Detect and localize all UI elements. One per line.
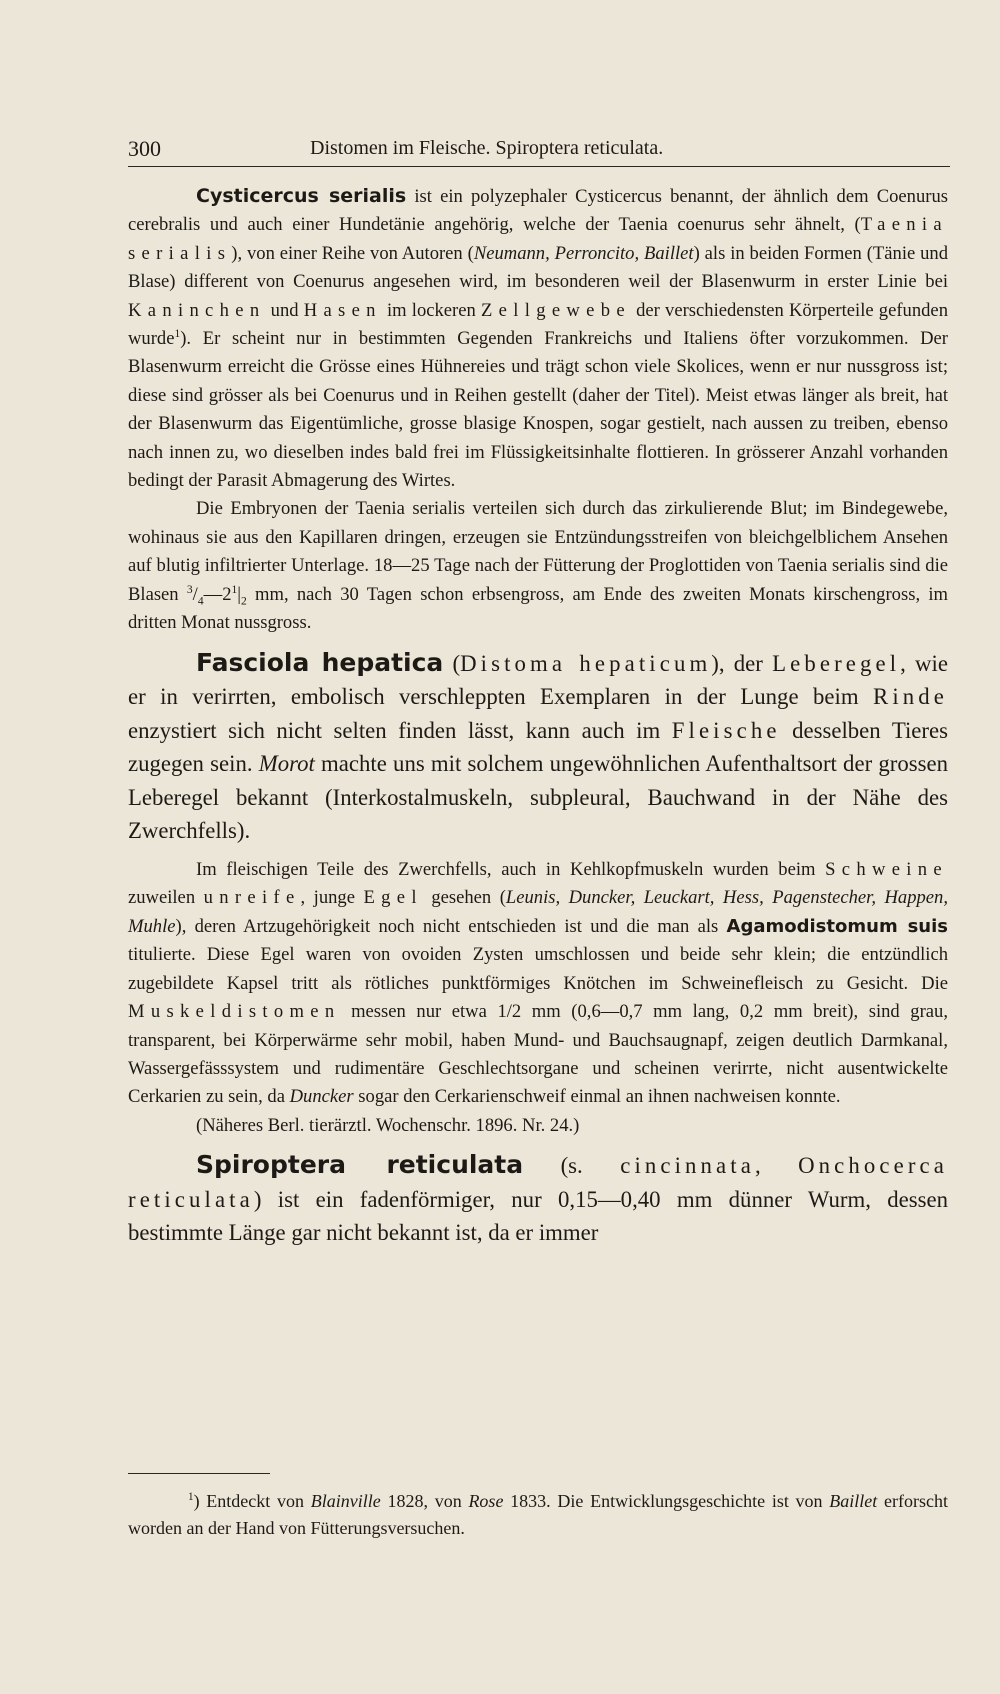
author-name: Blainville — [310, 1491, 381, 1511]
spaced-term: Muskeldistomen — [128, 1001, 341, 1023]
author-names: Leunis, Duncker, Leuckart, Hess, Pagenstecher, Happen, Muhle — [128, 887, 948, 937]
paragraph-fasciola: Fasciola hepatica (Distoma hepaticum), der Leberegel, wie er in verirrten, embolisch verschleppten Exemplaren in der Lunge beim Rinde enzystiert sich nicht selten finden lässt, kann auch im Fleische desselben Tieres zugegen sein. Morot machte uns mit solchem ungewöhnlichen Aufenthaltsort der grossen Leberegel bekannt (Interkostalmuskeln, subpleural, Bauchwand in der Nähe des Zwerchfells). — [128, 647, 948, 844]
spaced-term: Onchocerca reticulata — [128, 1153, 948, 1212]
spaced-term: Distoma hepaticum — [460, 650, 712, 676]
footnote-mark: 1 — [188, 1491, 194, 1503]
spaced-term: Zellgewebe — [480, 299, 631, 321]
spaced-term: unreife — [203, 887, 301, 909]
footnote-divider — [128, 1473, 270, 1474]
spaced-term: Taenia serialis — [128, 214, 948, 264]
spaced-term: Fleische — [671, 717, 781, 743]
spaced-term: Egel — [363, 887, 423, 909]
paragraph-agamodistomum: Im fleischigen Teile des Zwerchfells, auch in Kehlkopfmuskeln wurden beim Schweine zuweilen unreife, junge Egel gesehen (Leunis, Duncker, Leuckart, Hess, Pagenstecher, Happen, Muhle), deren Artzugehörigkeit noch nicht entschieden ist und die man als Agamodistomum suis titulierte. Diese Egel waren von ovoiden Zysten umschlossen und beide sehr klein; die entzündlich zugebildete Kapsel tritt als rötliches punktförmiges Knötchen im Schweinefleisch zu Gesicht. Die Muskeldistomen messen nur etwa 1/2 mm (0,6—0,7 mm lang, 0,2 mm breit), sind grau, transparent, bei Körperwärme sehr mobil, haben Mund- und Bauchsaugnapf, zeigen deutlich Darmkanal, Wassergefässsystem und rudimentäre Geschlechtsorgane und scheinen verirrte, nicht ausentwickelte Cerkarien zu sein, da Duncker sogar den Cerkarienschweif einmal an ihnen nachweisen konnte. — [128, 859, 948, 1108]
author-names: Neumann, Perroncito, Baillet — [473, 242, 694, 264]
section-term-spiroptera: Spiroptera reticulata — [196, 1150, 524, 1180]
spaced-term: cincinnata — [620, 1153, 755, 1179]
footnote-reference: 1 — [174, 327, 181, 340]
running-title: Distomen im Fleische. Spiroptera reticulata. — [310, 137, 664, 159]
spaced-term: Leberegel — [772, 650, 901, 676]
fraction-numerator: 1 — [231, 583, 238, 596]
section-term-cysticercus: Cysticercus serialis — [196, 185, 407, 207]
bold-term-agamodistomum: Agamodistomum suis — [726, 915, 948, 937]
footnote: $^1$) Entdeckt von Blainville 1828, von Rose 1833. Die Entwicklungsgeschichte ist von Baillet erforscht worden an der Hand von Fütterungsversuchen. — [128, 1491, 948, 1538]
spaced-term: Rinde — [873, 684, 948, 710]
fraction-half: 1/2 — [497, 1001, 522, 1023]
page-number: 300 — [128, 136, 161, 161]
spaced-term: Schweine — [825, 859, 948, 881]
fraction-denominator: 4 — [197, 595, 204, 608]
section-term-fasciola: Fasciola hepatica — [196, 647, 444, 677]
spaced-term: Kaninchen — [128, 299, 266, 321]
author-name: Duncker — [289, 1086, 354, 1108]
author-name: Morot — [258, 751, 315, 777]
author-name: Rose — [468, 1491, 504, 1511]
reference-note: (Näheres Berl. tierärztl. Wochenschr. 1896. Nr. 24.) — [196, 1114, 580, 1136]
spaced-term: Hasen — [303, 299, 382, 321]
paragraph-embryonen: Die Embryonen der Taenia serialis verteilen sich durch das zirkulierende Blut; im Bindegewebe, wohinaus sie aus den Kapillaren dringen, erzeugen sie Entzündungsstreifen von bleichgelblichem Ansehen auf blutig infiltrierter Unterlage. 18—25 Tage nach der Fütterung der Proglottiden von Taenia serialis sind die Blasen $^3/_4—2^1|_2$ mm, nach 30 Tagen schon erbsengross, am Ende des zweiten Monats kirschengross, im dritten Monat nussgross. — [128, 498, 948, 634]
paragraph-spiroptera: Spiroptera reticulata (s. cincinnata, Onchocerca reticulata) ist ein fadenförmiger, nur 0,15—0,40 mm dünner Wurm, dessen bestimmte Länge gar nicht bekannt ist, da er immer — [128, 1150, 948, 1246]
fraction-denominator: 2 — [240, 595, 247, 608]
fraction-numerator: 3 — [186, 583, 193, 596]
main-text — [128, 182, 948, 1250]
author-name: Baillet — [829, 1491, 878, 1511]
page-header — [128, 126, 950, 167]
paragraph-cysticercus: Cysticercus serialis ist ein polyzephaler Cysticercus benannt, der ähnlich dem Coenurus cerebralis und auch einer Hundetänie angehörig, welche der Taenia coenurus sehr ähnelt, (Taenia serialis), von einer Reihe von Autoren (Neumann, Perroncito, Baillet) als in beiden Formen (Tänie und Blase) different von Coenurus angesehen wird, im besonderen weil der Blasenwurm in erster Linie bei Kaninchen und Hasen im lockeren Zellgewebe der verschiedensten Körperteile gefunden wurde$^1$). Er scheint nur in bestimmten Gegenden Frankreichs und Italiens öfter vorzukommen. Der Blasenwurm erreicht die Grösse eines Hühnereies und trägt schon viele Skolices, wenn er nur nussgross ist; diese sind grösser als bei Coenurus und in Reihen gestellt (daher der Titel). Meist etwas länger als breit, hat der Blasenwurm das Eigentümliche, grosse blasige Knospen, sogar gestielt, nach aussen zu treiben, ebenso nach innen zu, wo dieselben indes bald frei im Flüssigkeitsinhalte flottieren. In grösserer Anzahl vorhanden bedingt der Parasit Abmagerung des Wirtes. — [128, 185, 949, 492]
